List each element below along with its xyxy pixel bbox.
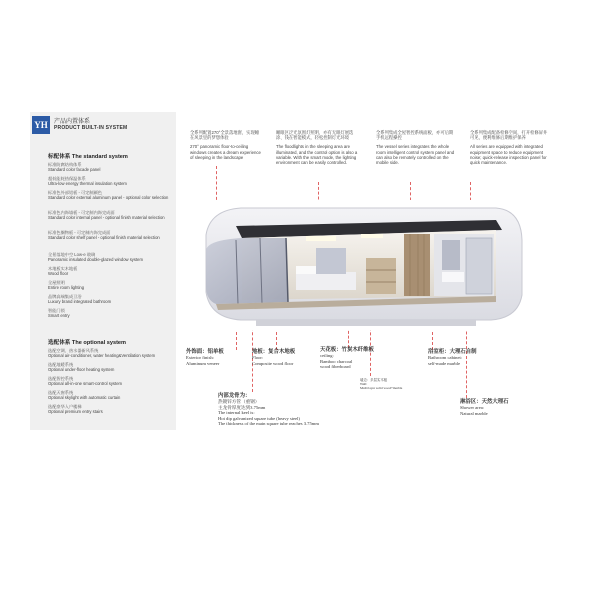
standard-item: 标准色搁物板 - 可定制内饰完成面 Standard color shelf panel - optional finish material selection [48,230,160,240]
callout-equipment-space: 全系列集成配备检修空间，打开检修屏井可见，便利维修后期维护保养 All series are equipped with integrated equipment space to reduce equipment noise; quick-release inspection panel for quick maintenance. [470,130,548,166]
cabin-cutaway-render [196,200,526,330]
standard-item: 超低能耗热保温体系 Ultra-low energy thermal insulation system [48,176,127,186]
standard-item: 木地板实木地板 Wood floor [48,266,78,276]
optional-system-title: 选配体系 The optional system [48,340,127,346]
brand-logo: YH [32,116,50,134]
standard-item: 标准色外部铝板 - 可定制颜色 Standard color external aluminum panel - optional color selection [48,190,169,200]
standard-item: 智能门锁 Smart entry [48,308,70,318]
standard-item: 全景落地中空 Low-e 玻璃 Panoramic insulated double-glazed window system [48,252,143,262]
callout-smart-control: 全系列集成全屋智控系统面板，亦可后期手机远程操控 The vessel series integrates the whole room intelligent control system panel and can also be remotely controlled on the mobile side. [376,130,455,166]
standard-item: 全屋照明 Entire room lighting [48,280,85,290]
standard-item: 品牌高端集成卫浴 Luxury brand integrated bathroom [48,294,112,304]
brand-title-en: PRODUCT BUILT-IN SYSTEM [54,125,128,131]
label-exterior-finish: 外饰面：铝单板 Exterior finish: Aluminum veneer [186,349,224,366]
label-floor: 地板：复合木地板 Floor: Composite wood floor [252,349,296,366]
standard-system-title: 标配体系 The standard system [48,154,128,160]
optional-item: 选配地暖系统 Optional under-floor heating system [48,362,115,372]
standard-item: 标准色内饰墙板 - 可定制内饰完成面 Standard color internal panel - optional finish material selection [48,210,165,220]
label-wall: 墙边：多层实木板 Wall: Multi layer solid wood+marble [360,378,403,391]
standard-item: 标准防腐结构体系 Standard color facade panel [48,162,101,172]
optional-item: 选配豪华入户楼梯 Optional premium entry stairs [48,404,103,414]
brand-title-cn: 产品内置体系 [54,119,91,125]
optional-item: 选配空调、热水器新风系统 Optional air-conditioner, water heating&Ventilation system [48,348,156,358]
optional-item: 选配天窗系统 Optional skylight with automatic curtain [48,390,121,400]
optional-item: 选配智控系统 Optional all-in-one smart-control system [48,376,123,386]
label-internal-keel: 内部龙骨为： 热镀锌方管（重钢） 主龙骨厚度达到3.75mm The internal keel is: Hot dip galvanized square tube (heavy steel) The thickness of the main square tube reaches 3.75mm [218,393,319,427]
label-shower-area: 淋浴区：天然大理石 Shower area: Natural marble [460,399,509,416]
label-bathroom-cabinet: 浴室柜：大理石自制 Bathroom cabinet: self-made marble [428,349,477,366]
callout-lighting: 睡眠区泛光氛围灯照明，亦有无眠灯展选涂、钱在智能模式，轻松控制灯光环境 The floodlights in the sleeping area are illuminated, and the control option is also a variable. With the smart mode, the lighting environment can be easily controlled. [276,130,358,166]
label-ceiling: 天花板：竹炭木纤维板 ceiling: Bamboo charcoal wood fiberboard [320,347,374,370]
callout-panoramic-window: 全系列配置270°全景落地窗，实现睡在风景里的梦想体验 270° panoramic floor-to-ceiling windows creates a dream experience of sleeping in the landscape [190,130,261,160]
